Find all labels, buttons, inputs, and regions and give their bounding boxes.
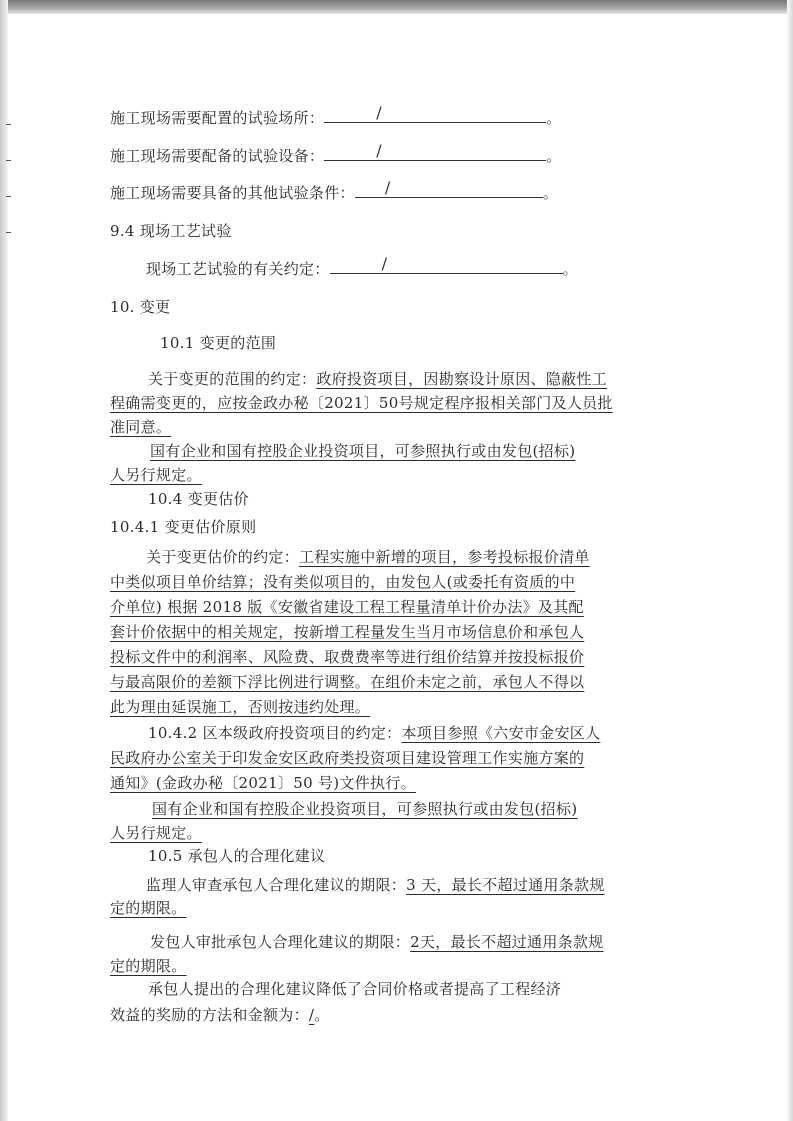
- line-process-test: [146, 254, 578, 280]
- para-prefix: 监理人审查承包人合理化建议的期限：: [146, 876, 407, 894]
- fill-value: /: [376, 141, 382, 160]
- para-reward-line1: 承包人提出的合理化建议降低了合同价格或者提高了工程经济: [148, 980, 562, 998]
- para-valuation-line7: 此为理由延误施工，否则按违约处理。: [110, 698, 371, 716]
- fill-value: /: [308, 1006, 315, 1024]
- fill-blank: [324, 103, 546, 123]
- para-valuation-line6: 与最高限价的差额下浮比例进行调整。在组价未定之前，承包人不得以: [110, 673, 585, 691]
- para-valuation-line2: 中类似项目单价结算；没有类似项目的，由发包人(或委托有资质的中: [110, 573, 576, 591]
- para-change-scope-line3: 准同意。: [110, 418, 172, 436]
- fill-blank: [324, 141, 546, 161]
- line-end: 。: [562, 260, 578, 278]
- line-end: 。: [314, 1006, 330, 1024]
- para-valuation-line5: 投标文件中的利润率、风险费、取费费率等进行组价结算并按投标报价: [110, 648, 585, 666]
- para-prefix: 10.4.2 区本级政府投资项目的约定：: [148, 724, 402, 742]
- section-heading-10-1: 10.1 变更的范围: [160, 334, 277, 352]
- para-prefix: 发包人审批承包人合理化建议的期限：: [150, 933, 411, 951]
- para-soe-line1: 国有企业和国有控股企业投资项目，可参照执行或由发包(招标): [150, 442, 576, 460]
- para-change-scope-line1: [148, 368, 607, 390]
- para-prefix: 效益的奖励的方法和金额为：: [110, 1006, 309, 1024]
- para-valuation-line4: 套计价依据中的相关规定，按新增工程量发生当月市场信息价和承包人: [110, 623, 585, 641]
- para-text: 2天，最长不超过通用条款规: [410, 933, 604, 951]
- para-prefix: 关于变更估价的约定：: [146, 548, 300, 566]
- para-supervisor-line1: [146, 874, 605, 896]
- para-valuation-line1: [146, 546, 590, 568]
- fill-value: /: [376, 103, 382, 122]
- line-end: 。: [546, 147, 562, 165]
- para-soe2-line2: 人另行规定。: [110, 824, 202, 842]
- section-heading-10-4: 10.4 变更估价: [148, 490, 249, 508]
- para-reward-line2: [110, 1004, 330, 1026]
- para-change-scope-line2: 程确需变更的，应按金政办秘〔2021〕50号规定程序报相关部门及人员批: [110, 394, 613, 412]
- fill-blank: [355, 178, 543, 198]
- para-prefix: 关于变更的范围的约定：: [148, 370, 317, 388]
- para-supervisor-line2: 定的期限。: [110, 899, 187, 917]
- para-employer-line2: 定的期限。: [110, 957, 187, 975]
- para-district-line1: [148, 722, 600, 744]
- para-district-line3: 通知》(金政办秘〔2021〕50 号)文件执行。: [110, 774, 416, 792]
- line-test-site: [110, 103, 562, 129]
- para-soe2-line1: 国有企业和国有控股企业投资项目，可参照执行或由发包(招标): [152, 800, 578, 818]
- line-end: 。: [542, 184, 559, 202]
- section-heading-10-5: 10.5 承包人的合理化建议: [148, 847, 326, 865]
- para-text: 3 天，最长不超过通用条款规: [406, 876, 605, 894]
- line-label: 施工现场需要配备的试验设备：: [110, 147, 325, 165]
- line-label: 施工现场需要具备的其他试验条件：: [110, 184, 355, 202]
- para-valuation-line3: 介单位) 根据 2018 版《安徽省建设工程工程量清单计价办法》及其配: [110, 598, 584, 616]
- fill-value: /: [384, 178, 391, 197]
- line-label: 施工现场需要配置的试验场所：: [110, 109, 325, 127]
- para-district-line2: 民政府办公室关于印发金安区政府类投资项目建设管理工作实施方案的: [110, 749, 585, 767]
- line-test-equipment: [110, 141, 562, 167]
- para-text: 工程实施中新增的项目，参考投标报价清单: [299, 548, 590, 566]
- para-text: 本项目参照《六安市金安区人: [401, 724, 601, 742]
- section-heading-10-4-1: 10.4.1 变更估价原则: [110, 518, 257, 536]
- para-soe-line2: 人另行规定。: [110, 466, 202, 484]
- para-text: 政府投资项目，因勘察设计原因、隐蔽性工: [316, 370, 608, 388]
- line-end: 。: [546, 109, 562, 127]
- fill-value: /: [381, 254, 388, 273]
- section-heading-10: 10. 变更: [110, 298, 171, 316]
- para-employer-line1: [150, 931, 604, 953]
- fill-blank: [330, 254, 563, 274]
- section-heading-9-4: 9.4 现场工艺试验: [110, 222, 232, 240]
- line-label: 现场工艺试验的有关约定：: [146, 260, 330, 278]
- line-other-test-conditions: [110, 178, 559, 204]
